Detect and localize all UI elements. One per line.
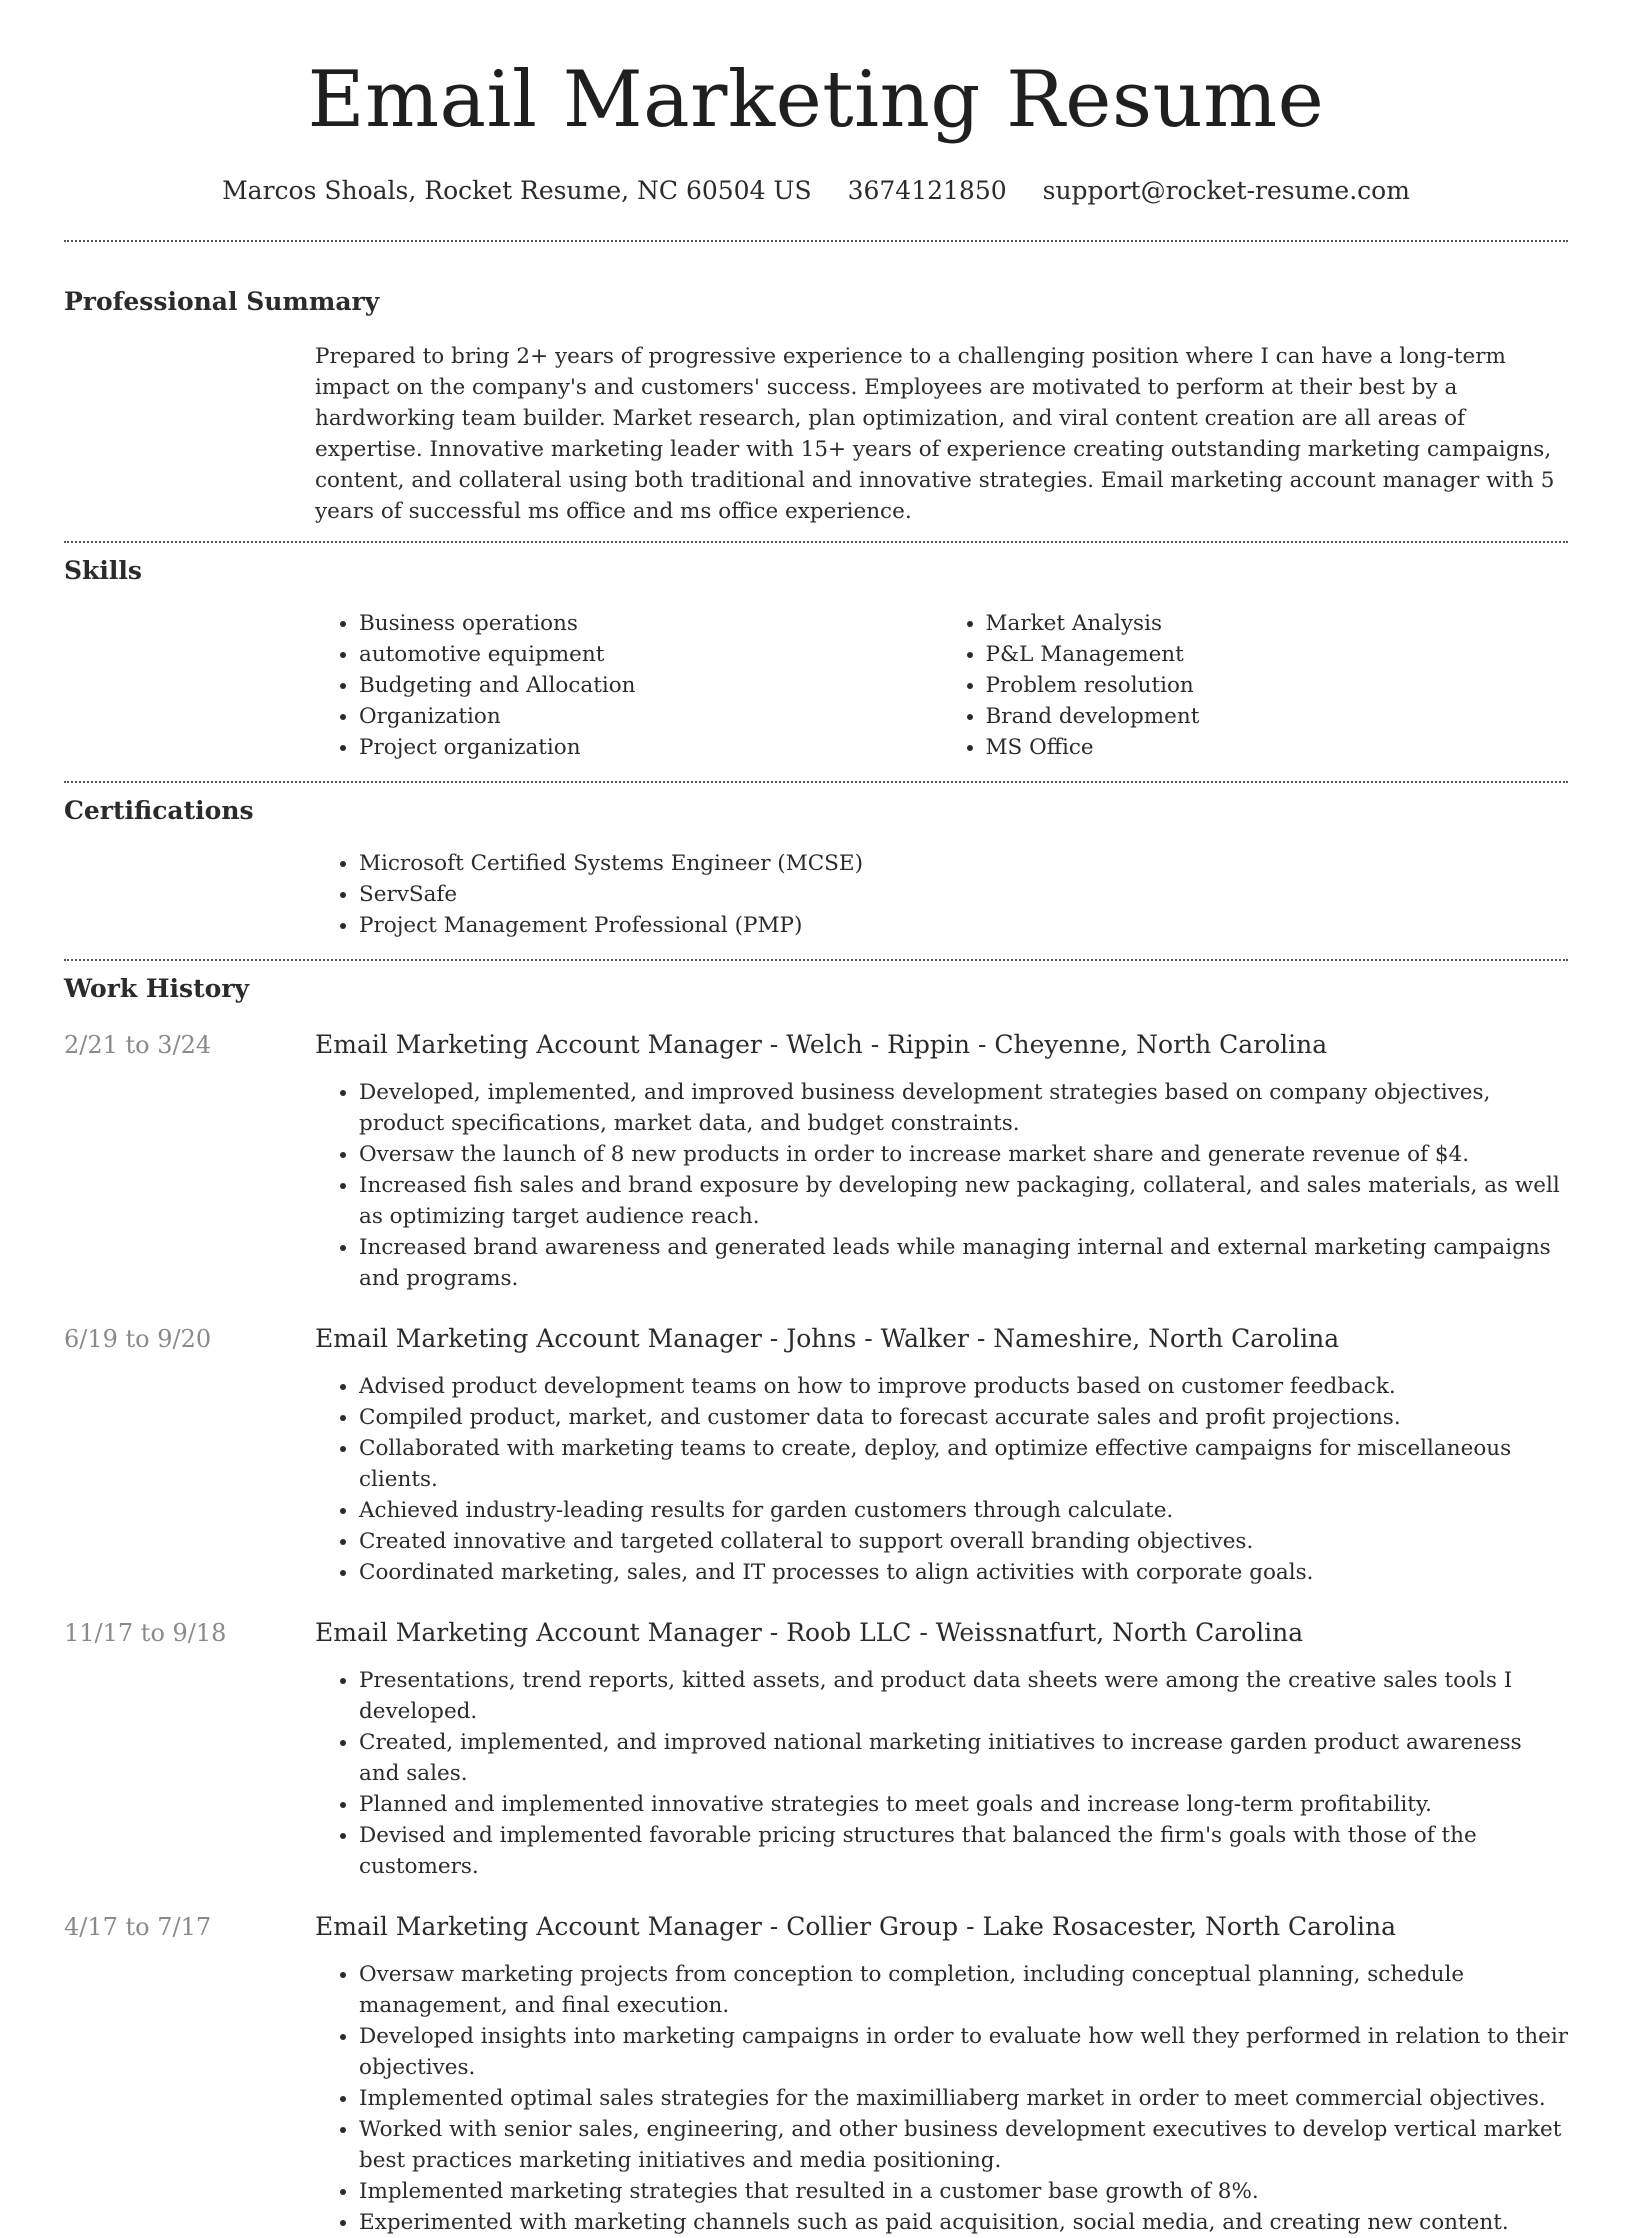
job-bullet: • Advised product development teams on how to improve products based on customer feedback.: [359, 1371, 1568, 1402]
job-bullet: • Experimented with marketing channels such as paid acquisition, social media, and creating new content.: [359, 2207, 1568, 2238]
contact-line: [64, 176, 1568, 206]
job-bullet: • Increased fish sales and brand exposure by developing new packaging, collateral, and sales materials, as well as optimizing target audience reach.: [359, 1170, 1568, 1232]
skill-item: • automotive equipment: [359, 639, 942, 670]
job-bullet: • Worked with senior sales, engineering, and other business development executives to develop vertical market best practices marketing initiatives and media positioning.: [359, 2114, 1568, 2176]
skill-item: • Business operations: [359, 608, 942, 639]
skills-section: [64, 543, 1568, 781]
certification-item: • Project Management Professional (PMP): [359, 910, 1568, 941]
job-title: Email Marketing Account Manager - Welch - Rippin - Cheyenne, North Carolina: [315, 1030, 1328, 1059]
skill-item: • Market Analysis: [986, 608, 1569, 639]
job-bullet: • Planned and implemented innovative strategies to meet goals and increase long-term profitability.: [359, 1789, 1568, 1820]
job-date: 11/17 to 9/18: [64, 1619, 227, 1647]
work-history-section: [64, 961, 1568, 2238]
job-bullet: • Compiled product, market, and customer data to forecast accurate sales and profit projections.: [359, 1402, 1568, 1433]
contact-email: support@rocket-resume.com: [1042, 176, 1410, 205]
job-title: Email Marketing Account Manager - Johns - Walker - Nameshire, North Carolina: [315, 1324, 1340, 1353]
certification-item: • ServSafe: [359, 879, 1568, 910]
job-date: 4/17 to 7/17: [64, 1913, 212, 1941]
work-history-heading: Work History: [64, 974, 250, 1003]
skill-item: • Brand development: [986, 701, 1569, 732]
job-entry: [64, 1029, 1568, 1294]
skills-list-left: [315, 608, 942, 763]
certifications-list: [315, 848, 1568, 941]
resume-page: [64, 0, 1568, 2238]
skills-heading: Skills: [64, 556, 142, 585]
skill-item: • Problem resolution: [986, 670, 1569, 701]
job-bullets: [315, 1077, 1568, 1294]
job-entry: [64, 1323, 1568, 1588]
job-bullet: • Oversaw marketing projects from conception to completion, including conceptual planning, schedule management, and final execution.: [359, 1959, 1568, 2021]
skill-item: • Budgeting and Allocation: [359, 670, 942, 701]
skills-list-right: [942, 608, 1569, 763]
certifications-section: [64, 783, 1568, 959]
job-bullet: • Developed insights into marketing campaigns in order to evaluate how well they performed in relation to their objectives.: [359, 2021, 1568, 2083]
job-entry: [64, 1911, 1568, 2238]
skill-item: • P&L Management: [986, 639, 1569, 670]
contact-address: Marcos Shoals, Rocket Resume, NC 60504 US: [222, 176, 812, 205]
job-entry: [64, 1617, 1568, 1882]
job-title: Email Marketing Account Manager - Collier Group - Lake Rosacester, North Carolina: [315, 1912, 1397, 1941]
job-bullet: • Presentations, trend reports, kitted assets, and product data sheets were among the creative sales tools I developed.: [359, 1665, 1568, 1727]
job-bullets: [315, 1959, 1568, 2238]
job-bullet: • Created innovative and targeted collateral to support overall branding objectives.: [359, 1526, 1568, 1557]
contact-phone: 3674121850: [847, 176, 1007, 205]
resume-title: Email Marketing Resume: [307, 55, 1325, 145]
job-bullet: • Oversaw the launch of 8 new products in order to increase market share and generate revenue of $4.: [359, 1139, 1568, 1170]
summary-section: [64, 242, 1568, 541]
job-date: 6/19 to 9/20: [64, 1325, 212, 1353]
skill-item: • Project organization: [359, 732, 942, 763]
job-bullets: [315, 1665, 1568, 1882]
job-bullet: • Developed, implemented, and improved business development strategies based on company objectives, product specifications, market data, and budget constraints.: [359, 1077, 1568, 1139]
job-bullet: • Collaborated with marketing teams to create, deploy, and optimize effective campaigns for miscellaneous clients.: [359, 1433, 1568, 1495]
certification-item: • Microsoft Certified Systems Engineer (MCSE): [359, 848, 1568, 879]
job-bullet: • Implemented optimal sales strategies for the maximilliaberg market in order to meet commercial objectives.: [359, 2083, 1568, 2114]
skill-item: • Organization: [359, 701, 942, 732]
job-date: 2/21 to 3/24: [64, 1031, 212, 1059]
job-bullet: • Coordinated marketing, sales, and IT processes to align activities with corporate goals.: [359, 1557, 1568, 1588]
job-bullet: • Created, implemented, and improved national marketing initiatives to increase garden product awareness and sales.: [359, 1727, 1568, 1789]
summary-heading: Professional Summary: [64, 287, 380, 316]
job-bullet: • Increased brand awareness and generated leads while managing internal and external marketing campaigns and programs.: [359, 1232, 1568, 1294]
skill-item: • MS Office: [986, 732, 1569, 763]
job-bullet: • Devised and implemented favorable pricing structures that balanced the firm's goals with those of the customers.: [359, 1820, 1568, 1882]
summary-text: Prepared to bring 2+ years of progressive experience to a challenging position where I can have a long-term impact on the company's and customers' success. Employees are motivated to perform at their best by a hardworking team builder. Market research, plan optimization, and viral content creation are all areas of expertise. Innovative marketing leader with 15+ years of experience creating outstanding marketing campaigns, content, and collateral using both traditional and innovative strategies. Email marketing account manager with 5 years of successful ms office and ms office experience.: [315, 344, 1555, 524]
job-title: Email Marketing Account Manager - Roob LLC - Weissnatfurt, North Carolina: [315, 1618, 1304, 1647]
job-bullets: [315, 1371, 1568, 1588]
job-bullet: • Achieved industry-leading results for garden customers through calculate.: [359, 1495, 1568, 1526]
certifications-heading: Certifications: [64, 796, 254, 825]
job-bullet: • Implemented marketing strategies that resulted in a customer base growth of 8%.: [359, 2176, 1568, 2207]
